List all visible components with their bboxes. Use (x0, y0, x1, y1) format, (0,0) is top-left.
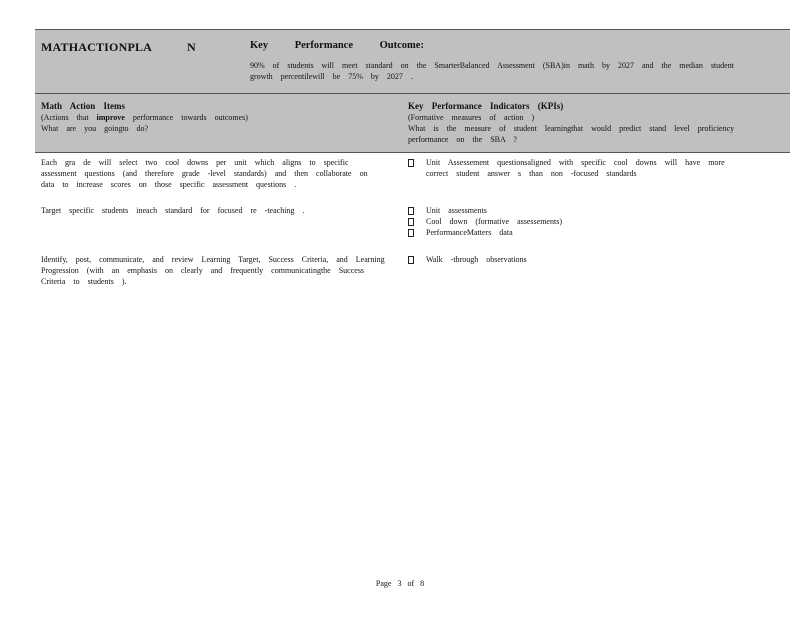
kpi-question: What is the measure of student learningthat would predict stand level proficiency performance on the SBA ? (408, 124, 735, 144)
checkbox-bullet-icon (408, 207, 414, 215)
kpi-item (408, 216, 748, 227)
action-items-subtitle-bold: improve (96, 113, 125, 122)
action-item-2: Target specific students ineach standard for focused re -teaching . (41, 206, 305, 215)
kpi-text: Unit Assessement questionsaligned with specific cool downs will have more correct student answer s than non -focused standards (426, 158, 725, 178)
action-item-1: Each gra de will select two cool downs per unit which aligns to specific assessment questions (and therefore grade -level standards) and then collaborate on data to increase scores on those specific assessment questions . (41, 158, 368, 189)
kpi-text: Walk -through observations (426, 255, 527, 264)
kpi-text: Cool down (formative assessements) (426, 217, 562, 226)
action-items-header (41, 101, 401, 134)
kpi-item (408, 227, 748, 238)
checkbox-bullet-icon (408, 229, 414, 237)
kpo-text: 90% of students will meet standard on the SmarterBalanced Assessment (SBA)in math by 2027 and the median student growth percentilewill be 75% by 2027 . (250, 61, 734, 81)
checkbox-bullet-icon (408, 256, 414, 264)
page-number: Page 3 of 8 (375, 579, 425, 588)
kpo-label: Key Performance Outcome: (250, 40, 424, 51)
checkbox-bullet-icon (408, 218, 414, 226)
kpi-list-2 (408, 205, 748, 238)
kpi-item (408, 254, 748, 265)
kpi-header (408, 101, 780, 145)
header-band (35, 29, 790, 93)
action-items-title: Math Action Items (41, 101, 125, 111)
checkbox-bullet-icon (408, 159, 414, 167)
plan-title (41, 40, 196, 55)
kpi-text: PerformanceMatters data (426, 228, 513, 237)
column-header-band (35, 93, 790, 153)
action-items-subtitle-prefix: (Actions that (41, 113, 89, 122)
kpi-list-3 (408, 254, 748, 265)
action-items-question: What are you goingto do? (41, 124, 149, 133)
action-item-3: Identify, post, communicate, and review Learning Target, Success Criteria, and Learning Progression (with an emphasis on clearly and frequently communicatingthe Success Criteria to students ). (41, 255, 385, 286)
kpi-list-1 (408, 157, 748, 179)
plan-title-text: MATHACTIONPLA (41, 40, 153, 54)
action-items-subtitle-suffix: performance towards outcomes) (132, 113, 248, 122)
kpi-title: Key Performance Indicators (KPIs) (408, 101, 564, 111)
kpi-text: Unit assessments (426, 206, 487, 215)
kpi-item (408, 157, 748, 179)
plan-title-suffix: N (187, 40, 196, 54)
action-items-subtitle (41, 112, 401, 123)
kpi-subtitle: (Formative measures of action ) (408, 113, 535, 122)
kpi-item (408, 205, 748, 216)
